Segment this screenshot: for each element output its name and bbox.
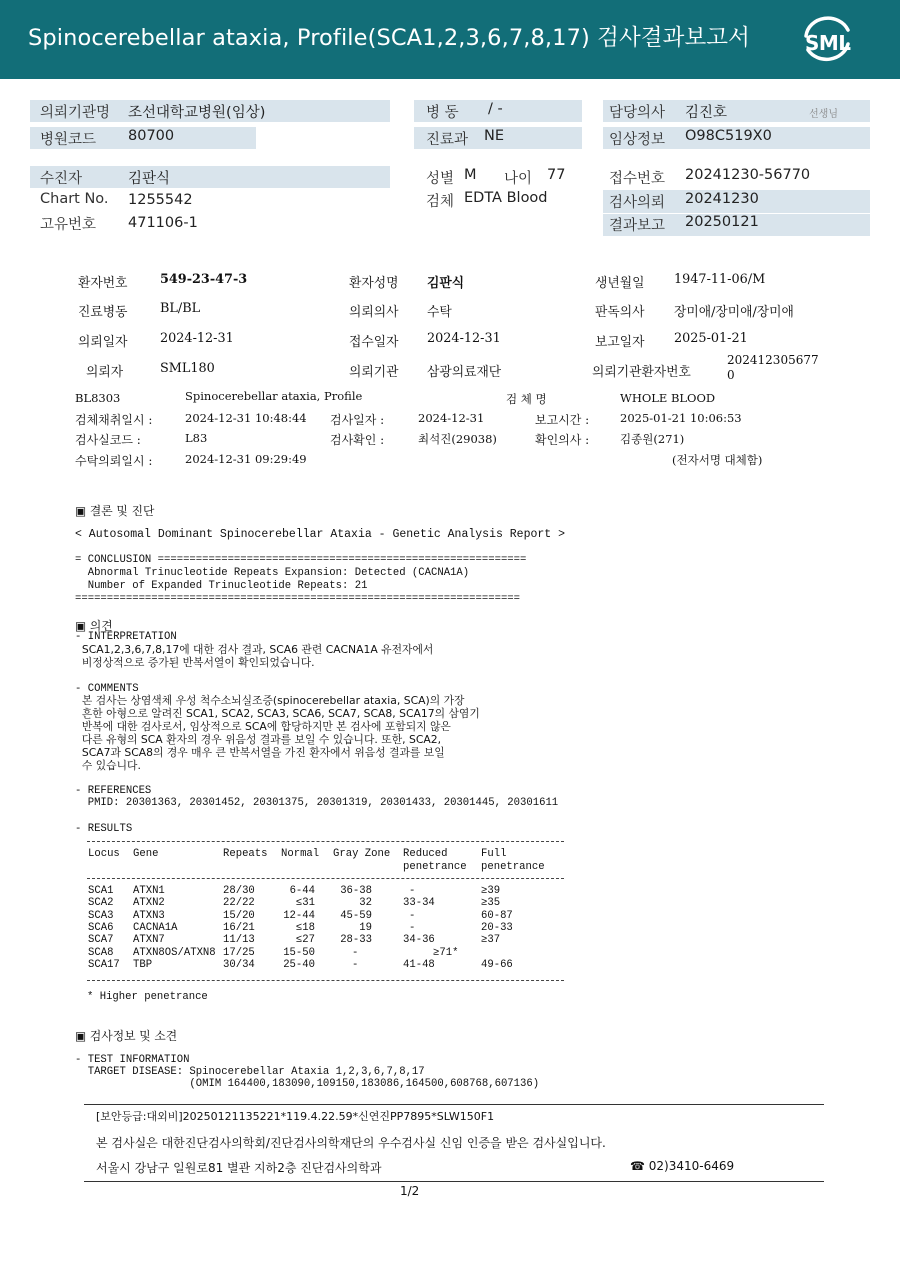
request-label: 검사의뢰 bbox=[609, 195, 666, 211]
results-cell-sca17-full: 49-66 bbox=[481, 958, 513, 971]
reqdate-value: 2024-12-31 bbox=[160, 331, 234, 346]
sex-label: 성별 bbox=[426, 171, 455, 187]
results-cell-sca3-repeats: 15/20 bbox=[223, 909, 255, 922]
confirm-value: 최석진(29038) bbox=[418, 432, 497, 446]
comments-line-4: 다른 유형의 SCA 환자의 경우 위음성 결과를 보일 수 있습니다. 또한, SCA2, bbox=[75, 733, 442, 746]
results-cell-sca17-locus: SCA17 bbox=[88, 958, 120, 971]
results-cell-sca6-repeats: 16/21 bbox=[223, 921, 255, 934]
header-normal: Normal bbox=[281, 848, 320, 860]
report-header bbox=[0, 0, 900, 79]
interpretation-line-1: SCA1,2,3,6,7,8,17에 대한 검사 결과, SCA6 관련 CACNA1A 유전자에서 bbox=[75, 643, 434, 656]
repdate-label: 보고일자 bbox=[595, 335, 645, 350]
results-cell-sca17-repeats: 30/34 bbox=[223, 958, 255, 971]
conclusion-line-1: = CONCLUSION ========================================================== bbox=[75, 554, 527, 566]
header-reduced: Reduced bbox=[403, 848, 448, 860]
results-cell-sca2-reduced: 33-34 bbox=[403, 897, 435, 910]
interpretation-line-2: 비정상적으로 증가된 반복서열이 확인되었습니다. bbox=[75, 656, 315, 669]
patient-label: 수진자 bbox=[40, 171, 83, 187]
reqorg-label: 의뢰기관 bbox=[349, 365, 399, 380]
results-cell-sca8-locus: SCA8 bbox=[88, 946, 114, 959]
omim-line: (OMIM 164400,183090,109150,183086,164500,608768,607136) bbox=[75, 1078, 540, 1090]
ward-value: / - bbox=[488, 101, 503, 117]
results-cell-sca7-reduced: 34-36 bbox=[403, 934, 435, 947]
results-cell-sca8-gene: ATXN8OS/ATXN8 bbox=[133, 946, 216, 959]
results-cell-sca2-full: ≥35 bbox=[481, 897, 501, 910]
results-cell-sca1-normal: 6-44 bbox=[289, 885, 315, 897]
specimen-value: EDTA Blood bbox=[464, 190, 548, 206]
footer-top-rule bbox=[84, 1104, 824, 1105]
confirmdoc-value: 김종원(271) bbox=[620, 432, 685, 446]
interpretation-heading: - INTERPRETATION bbox=[75, 631, 177, 643]
requester-label: 의뢰자 bbox=[86, 365, 124, 380]
conclusion-section-title: ▣ 결론 및 진단 bbox=[75, 504, 155, 518]
testdate-label: 검사일자 : bbox=[330, 413, 385, 427]
comments-line-5: SCA7과 SCA8의 경우 매우 큰 반복서열을 가진 환자에서 위음성 결과를 보일 bbox=[75, 746, 445, 759]
reqdoc-label: 의뢰의사 bbox=[349, 305, 399, 320]
comments-heading: - COMMENTS bbox=[75, 683, 139, 695]
results-cell-sca3-gene: ATXN3 bbox=[133, 909, 165, 922]
results-cell-sca2-repeats: 22/22 bbox=[223, 897, 255, 910]
unique-label: 고유번호 bbox=[40, 217, 97, 233]
patient-value: 김판식 bbox=[128, 171, 171, 187]
results-cell-sca3-normal: 12-44 bbox=[283, 909, 315, 922]
results-cell-sca6-full: 20-33 bbox=[481, 921, 513, 934]
recdate-label: 접수일자 bbox=[349, 335, 399, 350]
results-cell-sca6-normal: ≤18 bbox=[295, 921, 315, 934]
comments-line-2: 흔한 아형으로 알려진 SCA1, SCA2, SCA3, SCA6, SCA7, SCA8, SCA17의 삼염기 bbox=[75, 707, 480, 720]
results-cell-sca6-reduced: - bbox=[409, 921, 416, 934]
test-code: BL8303 bbox=[75, 391, 121, 405]
comments-line-6: 수 있습니다. bbox=[75, 759, 141, 772]
patient-bar bbox=[30, 166, 390, 188]
orgpid-value-2: 0 bbox=[727, 368, 735, 382]
sex-value: M bbox=[464, 167, 477, 183]
security-line: [보안등급:대외비]20250121135221*119.4.22.59*신연진PP7895*SLW150F1 bbox=[96, 1110, 495, 1123]
results-cell-sca17-reduced: 41-48 bbox=[403, 958, 435, 971]
results-cell-sca17-gene: TBP bbox=[133, 958, 153, 971]
results-cell-sca3-grayzone: 45-59 bbox=[340, 909, 372, 922]
certification-line: 본 검사실은 대한진단검사의학회/진단검사의학재단의 우수검사실 신임 인증을 받은 검사실입니다. bbox=[96, 1136, 606, 1150]
request-value: 20241230 bbox=[685, 191, 759, 207]
results-cell-sca7-gene: ATXN7 bbox=[133, 934, 165, 947]
results-cell-sca7-normal: ≤27 bbox=[295, 934, 315, 947]
table-header-rule bbox=[87, 878, 564, 879]
comments-line-1: 본 검사는 상염색체 우성 척수소뇌실조증(spinocerebellar ataxia, SCA)의 가장 bbox=[75, 694, 465, 707]
repdate-value: 2025-01-21 bbox=[674, 331, 748, 346]
results-cell-sca8-grayzone: - bbox=[352, 946, 359, 959]
header-full: Full bbox=[481, 848, 507, 860]
specimen-name-value: WHOLE BLOOD bbox=[620, 391, 716, 405]
reqdoc-value: 수탁 bbox=[427, 305, 452, 320]
results-cell-sca6-locus: SCA6 bbox=[88, 921, 114, 934]
results-cell-sca8-normal: 15-50 bbox=[283, 946, 315, 959]
confirm-label: 검사확인 : bbox=[330, 433, 385, 447]
header-grayzone: Gray Zone bbox=[333, 848, 391, 860]
conclusion-line-2: Abnormal Trinucleotide Repeats Expansion: Detected (CACNA1A) bbox=[75, 567, 470, 579]
sml-logo bbox=[800, 14, 854, 64]
reporttime-value: 2025-01-21 10:06:53 bbox=[620, 411, 742, 425]
address-line: 서울시 강남구 일원로81 별관 지하2층 진단검사의학과 bbox=[96, 1161, 382, 1175]
logo-text: SML bbox=[805, 31, 851, 55]
ward2-label: 진료병동 bbox=[78, 305, 128, 320]
receipt-label: 접수번호 bbox=[609, 171, 666, 187]
results-cell-sca7-locus: SCA7 bbox=[88, 934, 114, 947]
results-cell-sca7-grayzone: 28-33 bbox=[340, 934, 372, 947]
references-line: PMID: 20301363, 20301452, 20301375, 20301319, 20301433, 20301445, 20301611 bbox=[75, 797, 559, 809]
dob-value: 1947-11-06/M bbox=[674, 272, 766, 287]
results-cell-sca17-grayzone: - bbox=[352, 958, 359, 971]
dept-value: NE bbox=[484, 128, 505, 144]
header-repeats: Repeats bbox=[223, 848, 268, 860]
pid-value: 549-23-47-3 bbox=[160, 272, 248, 287]
collect-value: 2024-12-31 10:48:44 bbox=[185, 411, 307, 425]
results-cell-sca3-full: 60-87 bbox=[481, 909, 513, 922]
reader-label: 판독의사 bbox=[595, 305, 645, 320]
esign-note: (전자서명 대체함) bbox=[672, 453, 763, 467]
results-cell-sca1-locus: SCA1 bbox=[88, 885, 114, 897]
report-value: 20250121 bbox=[685, 214, 759, 230]
results-cell-sca17-normal: 25-40 bbox=[283, 958, 315, 971]
table-bottom-rule bbox=[87, 980, 564, 981]
report-label: 결과보고 bbox=[609, 218, 666, 234]
results-cell-sca7-repeats: 11/13 bbox=[223, 934, 255, 947]
header2-full: penetrance bbox=[481, 861, 545, 873]
report-subtitle: < Autosomal Dominant Spinocerebellar Ataxia - Genetic Analysis Report > bbox=[75, 528, 565, 541]
doctor-value: 김진호 bbox=[685, 105, 728, 121]
consign-label: 수탁의뢰일시 : bbox=[75, 454, 153, 468]
results-heading: - RESULTS bbox=[75, 823, 133, 835]
reader-value: 장미애/장미애/장미애 bbox=[674, 305, 794, 320]
results-cell-sca7-full: ≥37 bbox=[481, 934, 501, 947]
age-value: 77 bbox=[547, 167, 566, 183]
chart-value: 1255542 bbox=[128, 192, 193, 208]
results-cell-sca2-normal: ≤31 bbox=[295, 897, 315, 910]
reqorg-value: 삼광의료재단 bbox=[427, 365, 502, 380]
header-locus: Locus bbox=[88, 848, 120, 860]
dob-label: 생년월일 bbox=[595, 276, 645, 291]
results-cell-sca8-reduced: ≥71* bbox=[433, 946, 459, 959]
results-cell-sca2-grayzone: 32 bbox=[359, 897, 372, 910]
results-cell-sca6-grayzone: 19 bbox=[359, 921, 372, 934]
results-cell-sca6-gene: CACNA1A bbox=[133, 921, 178, 934]
results-cell-sca3-reduced: - bbox=[409, 909, 416, 922]
results-cell-sca1-reduced: - bbox=[409, 885, 416, 897]
labcode-value: L83 bbox=[185, 431, 208, 445]
orgpid-value-1: 202412305677 bbox=[727, 353, 819, 367]
recdate-value: 2024-12-31 bbox=[427, 331, 501, 346]
results-cell-sca2-locus: SCA2 bbox=[88, 897, 114, 910]
table-top-rule bbox=[87, 841, 564, 842]
conclusion-line-3: Number of Expanded Trinucleotide Repeats: 21 bbox=[75, 580, 368, 592]
clinical-label: 임상정보 bbox=[609, 132, 666, 148]
target-disease-line: TARGET DISEASE: Spinocerebellar Ataxia 1,2,3,6,7,8,17 bbox=[75, 1066, 425, 1078]
hospital-value: 조선대학교병원(임상) bbox=[128, 105, 266, 121]
pid-label: 환자번호 bbox=[78, 276, 128, 291]
doctor-label: 담당의사 bbox=[609, 105, 666, 121]
collect-label: 검체채취일시 : bbox=[75, 413, 153, 427]
header2-reduced: penetrance bbox=[403, 861, 467, 873]
results-cell-sca2-gene: ATXN2 bbox=[133, 897, 165, 910]
name-value: 김판식 bbox=[427, 276, 465, 291]
results-cell-sca8-repeats: 17/25 bbox=[223, 946, 255, 959]
labcode-label: 검사실코드 : bbox=[75, 433, 141, 447]
age-label: 나이 bbox=[504, 171, 533, 187]
table-footnote: * Higher penetrance bbox=[87, 991, 208, 1003]
unique-value: 471106-1 bbox=[128, 215, 198, 231]
footer-bottom-rule bbox=[84, 1181, 824, 1182]
test-name: Spinocerebellar ataxia, Profile bbox=[185, 389, 363, 403]
ward-label: 병 동 bbox=[426, 105, 459, 121]
specimen-name-label: 검 체 명 bbox=[506, 392, 547, 406]
opinion-section-title: ▣ 의견 bbox=[75, 619, 113, 633]
header-gene: Gene bbox=[133, 848, 159, 860]
orgpid-label: 의뢰기관환자번호 bbox=[592, 365, 691, 380]
ward2-value: BL/BL bbox=[160, 301, 201, 316]
phone-line: ☎ 02)3410-6469 bbox=[630, 1159, 735, 1173]
doctor-suffix: 선생님 bbox=[809, 109, 838, 120]
conclusion-line-4: ====================================================================== bbox=[75, 593, 521, 605]
testinfo-section-title: ▣ 검사정보 및 소견 bbox=[75, 1029, 178, 1043]
dept-label: 진료과 bbox=[426, 132, 469, 148]
chart-label: Chart No. bbox=[40, 191, 109, 207]
testinfo-heading: - TEST INFORMATION bbox=[75, 1054, 190, 1066]
results-cell-sca1-full: ≥39 bbox=[481, 885, 501, 897]
reporttime-label: 보고시간 : bbox=[535, 413, 590, 427]
results-cell-sca1-grayzone: 36-38 bbox=[340, 885, 372, 897]
reqdate-label: 의뢰일자 bbox=[78, 335, 128, 350]
specimen-label: 검체 bbox=[426, 194, 455, 210]
comments-line-3: 반복에 대한 검사로서, 임상적으로 SCA에 합당하지만 본 검사에 포함되지 않은 bbox=[75, 720, 451, 733]
references-heading: - REFERENCES bbox=[75, 785, 152, 797]
report-title: Spinocerebellar ataxia, Profile(SCA1,2,3,6,7,8,17) 검사결과보고서 bbox=[28, 25, 750, 51]
name-label: 환자성명 bbox=[349, 276, 399, 291]
hospital-label: 의뢰기관명 bbox=[40, 105, 111, 121]
consign-value: 2024-12-31 09:29:49 bbox=[185, 452, 307, 466]
results-cell-sca1-repeats: 28/30 bbox=[223, 885, 255, 897]
requester-value: SML180 bbox=[160, 361, 215, 376]
hospcode-value: 80700 bbox=[128, 128, 175, 144]
clinical-value: O98C519X0 bbox=[685, 128, 772, 144]
results-cell-sca1-gene: ATXN1 bbox=[133, 885, 165, 897]
hospcode-label: 병원코드 bbox=[40, 132, 97, 148]
receipt-value: 20241230-56770 bbox=[685, 167, 811, 183]
page-number: 1/2 bbox=[400, 1184, 420, 1198]
confirmdoc-label: 확인의사 : bbox=[535, 433, 590, 447]
testdate-value: 2024-12-31 bbox=[418, 411, 485, 425]
results-cell-sca3-locus: SCA3 bbox=[88, 909, 114, 922]
